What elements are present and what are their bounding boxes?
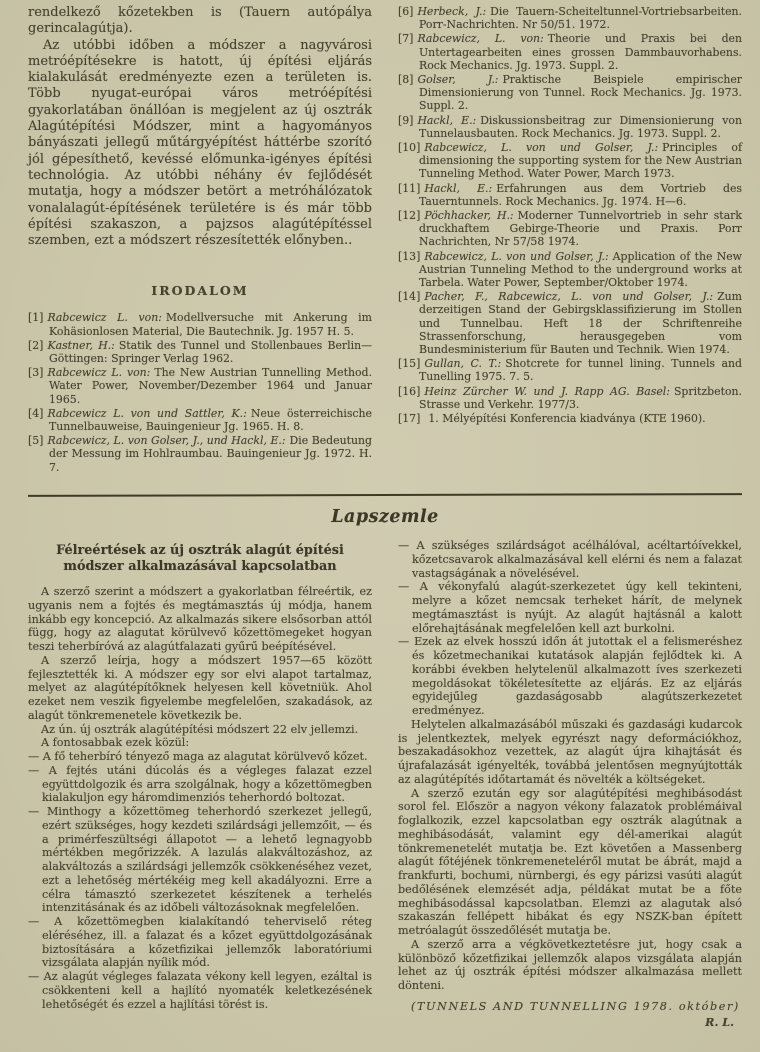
reference-authors: Rabcewicz, L. von: xyxy=(417,32,544,46)
reference-authors: Rabcewicz, L. von und Golser, J.: xyxy=(424,249,609,263)
reference-number: [4] xyxy=(28,406,44,420)
article-paragraph: — A fő teherbíró tényező maga az alagutat körülvevő kőzet. xyxy=(28,750,368,763)
reference-text: Die Tauern-Scheiteltunnel-Vortriebsarbeiten. Porr-Nachrichten. Nr 50/51. 1972. xyxy=(419,5,742,32)
intro-text xyxy=(28,5,372,249)
reference-item xyxy=(398,385,742,411)
article-paragraph: A fontosabbak ezek közül: xyxy=(41,736,190,750)
reference-text: Diskussionsbeitrag zur Dimensionierung von Tunnelausbauten. Rock Mechanics. Jg. 1973. Suppl. 2. xyxy=(419,113,742,140)
article-paragraph: A szerző szerint a módszert a gyakorlatban félreértik, ez ugyanis nem a fojtés és megtámasztás új módja, hanem inkább egy koncepció. Az alkalmazás sikere elsősorban attól függ, hogy az alagutat körülvevő kőzettömegeket hogyan teszi teherbíróvá az alagútfalazati gyűrű beépítésével. xyxy=(28,585,372,653)
reference-text: Praktische Beispiele empirischer Dimensionierung von Tunnel. Rock Mechanics. Jg. 1973. Suppl. 2. xyxy=(419,73,742,113)
reference-text: Modellversuche mit Ankerung im Kohäsionlosen Material, Die Bautechnik. Jg. 1957 H. 5. xyxy=(49,311,372,338)
article-paragraph: A szerző arra a végkövetkeztetésre jut, hogy csak a különböző kőzetfizikai jellemzők alapos vizsgálata alapján lehet az új osztrák építési módszer alkalmazása mellett dönteni. xyxy=(398,937,742,992)
reference-text: Zum derzeitigen Stand der Gebirgsklassifizierung im Stollen und Tunnelbau. Heft 18 der Schriftenreihe Strassenforschung, herausgegeben vom Bundesministerium für Bauten und Technik. Wien 1974. xyxy=(419,290,742,357)
article-right-text xyxy=(398,539,742,1029)
top-right-column xyxy=(398,5,742,488)
reference-authors: Rabcewicz L. von: xyxy=(47,366,151,380)
reference-item xyxy=(398,357,742,383)
reference-authors: Rabcewicz, L. von Golser, J., und Hackl, E.: xyxy=(47,434,286,448)
reference-number: [7] xyxy=(398,32,414,46)
article-paragraph: — A vékonyfalú alagút-szerkezetet úgy kell tekinteni, melyre a kőzet nemcsak terheket hárít, de melynek megtámasztást is nyújt. Az alagút hajtásnál a kalott előrehajtásának megfelelően kell azt burkolni. xyxy=(398,580,742,635)
reference-authors: Herbeck, J.: xyxy=(417,5,487,18)
reference-item xyxy=(398,182,742,208)
reference-number: [2] xyxy=(28,338,44,352)
reference-text: Principles of dimensioning the supporting system for the New Austrian Tunneling Method. Water Power, March 1973. xyxy=(419,141,742,181)
reference-number: [1] xyxy=(28,311,44,325)
reference-text: Statik des Tunnel und Stollenbaues Berlin—Göttingen: Springer Verlag 1962. xyxy=(49,338,372,366)
section-heading: Lapszemle xyxy=(331,507,439,527)
reference-number: [12] xyxy=(398,209,421,223)
reference-item xyxy=(398,114,742,140)
reference-item xyxy=(28,434,372,474)
reference-number: [14] xyxy=(398,290,421,304)
reference-text: Spritzbeton. Strasse und Verkehr. 1977/3. xyxy=(419,384,742,411)
reference-item xyxy=(398,250,742,290)
section-divider xyxy=(28,493,742,497)
article-paragraph: Helytelen alkalmazásából műszaki és gazdasági kudarcok is jelentkeztek, melyek egyrészt nagy deformációkhoz, beszakadásokhoz vezettek, az alagút újra kihajtását és újrafalazását igényelték, továbbá jelentősen megnyújtották az alagútépítés időtartamát és növelték a költségeket. xyxy=(398,717,742,786)
reference-text: Neue österreichische Tunnelbauweise, Bauingenieur Jg. 1965. H. 8. xyxy=(49,406,372,434)
reference-authors: Hackl, E.: xyxy=(417,113,477,127)
article-title: Félreértések az új osztrák alagút építési módszer alkalmazásával kapcsolatban xyxy=(56,543,344,574)
article-paragraph: Az ún. új osztrák alagútépítési módszert 22 elv jellemzi. xyxy=(41,722,359,736)
article-right-column xyxy=(398,539,742,1029)
reference-authors: Rabcewicz L. von: xyxy=(47,311,162,325)
reference-item xyxy=(398,32,742,72)
reference-number: [3] xyxy=(28,366,44,380)
top-section xyxy=(28,5,742,488)
reference-authors: Golser, J.: xyxy=(417,73,499,87)
reference-list-right xyxy=(398,5,742,425)
reference-authors: Heinz Zürcher W. und J. Rapp AG. Basel: xyxy=(424,384,670,398)
review-article xyxy=(28,539,742,1029)
reference-item xyxy=(398,73,742,113)
reference-authors: Pöchhacker, H.: xyxy=(424,209,514,223)
reference-list-left xyxy=(28,311,372,473)
article-left-column xyxy=(28,539,372,1029)
reference-number: [13] xyxy=(398,249,421,263)
top-left-column xyxy=(28,5,372,488)
reference-text: 1. Mélyépítési Konferencia kiadványa (KTE 1960). xyxy=(428,412,706,426)
article-paragraph: — Ezek az elvek hosszú időn át jutottak el a felismeréshez és kőzetmechanikai kutatások alapján fejlődtek ki. A korábbi években helytelenül alkalmazott íves szerkezeti megoldásokat tökéletesítette az eljárás. Ez az eljárás egyidejűleg gazdaságosabb alagútszerkezetet eredményez. xyxy=(398,635,742,717)
reference-text: Die Bedeutung der Messung im Hohlraumbau. Bauingenieur Jg. 1972. H. 7. xyxy=(49,434,372,474)
reference-number: [8] xyxy=(398,73,414,87)
article-paragraph: A szerző leírja, hogy a módszert 1957—65 között fejlesztették ki. A módszer egy sor elvi alapot tartalmaz, melyet az alagútépítőknek helyesen kell követniük. Ahol ezeket nem veszik figyelembe megfelelően, szakadások, az alagút tönkremenetele következik be. xyxy=(28,653,372,722)
article-paragraph: A szerző ezután egy sor alagútépítési meghibásodást sorol fel. Először a nagyon vékony falazatok problémáival foglalkozik, ezzel kapcsolatban egy osztrák alagútnak a meghibásodását, valamint egy dél-amerikai alagút tönkremenetelét mutatja be. Ezt követően a Massenberg alagút főtéjének tönkremeneteléről mutat be ábrát, majd a frankfurti, bochumi, nürnbergi, és egy párizsi vasúti alagút bedőlésének elemzését adja, példákat mutat be a főte meghibásodással kapcsolatban. Elemzi az alagutak alsó szakaszán fellépett hibákat és egy NSZK-ban épített metróalagút összedőlését mutatja be. xyxy=(398,786,742,937)
reference-text: Shotcrete for tunnel lining. Tunnels and Tunelling 1975. 7. 5. xyxy=(419,357,742,384)
reference-authors: Gullan, C. T.: xyxy=(424,357,502,371)
reference-number: [17] xyxy=(398,412,421,426)
reference-authors: Rabcewicz L. von und Sattler, K.: xyxy=(47,406,247,420)
reference-number: [11] xyxy=(398,181,421,195)
reference-item xyxy=(28,366,372,406)
article-paragraph: — Minthogy a kőzettömeg teherhordó szerkezet jellegű, ezért szükséges, hogy kezdeti szilárdsági jellemzőit, — és a primérfeszültségi állapotot — a lehető legnagyobb mértékben megőrizzék. A lazulás alakváltozáshoz, az alakváltozás a szilárdsági jellemzők csökkenéséhez vezet, ezt a lehetőség mértékéig meg kell akadályozni. Erre a célra támasztó szerkezetet készítenek a terhelés intenzitásának és az időbeli változásoknak megfelelően. xyxy=(28,805,372,915)
reference-item xyxy=(398,412,742,425)
reference-text: Application of the New Austrian Tunneling Method to the underground works at Tarbela. Water Power, September/Oktober 1974. xyxy=(419,249,742,290)
reference-number: [16] xyxy=(398,384,421,398)
bibliography-title: IRODALOM xyxy=(151,283,249,299)
reference-item xyxy=(398,5,742,31)
reference-item xyxy=(398,209,742,249)
reference-number: [6] xyxy=(398,5,414,18)
reference-text: Theorie und Praxis bei den Untertagearbeiten eines grossen Dammbauvorhabens. Rock Mechanics. Jg. 1973. Suppl. 2. xyxy=(419,32,742,72)
article-left-text xyxy=(28,585,372,1011)
reference-authors: Kastner, H.: xyxy=(47,338,115,352)
paragraph: Az utóbbi időben a módszer a nagyvárosi metróépítésekre is hatott, új építési eljárás kialakulását eredményezte ezen a területen is. Több nyugat-európai város metróépítési gyakorlatában önállóan is megjelent az új osztrák Alagútépítési Módszer, mint a hagyományos bányászati jellegű műtárgyépítést háttérbe szorító jól gépesíthető, kevéssé előmunka-igényes építési technológia. Az utóbbi néhány év fejlődését mutatja, hogy a módszer betört a metróhálózatok vonalalagút-építésének területére is és már több építési szakaszon, a pajzsos alagútépítéssel szemben, ezt a módszert részesítették előnyben.. xyxy=(28,37,372,249)
reference-number: [10] xyxy=(398,141,421,155)
reference-text: Erfahrungen aus dem Vortrieb des Tauerntunnels. Rock Mechanics. Jg. 1974. H—6. xyxy=(419,181,742,208)
article-paragraph: — A kőzettömegben kialakítandó teherviselő réteg eléréséhez, ill. a falazat és a kőzet együttdolgozásának biztosítására a kőzetfizikai jellemzők laboratóriumi vizsgálata alapján nyílik mód. xyxy=(28,915,372,970)
reference-item xyxy=(398,141,742,181)
reference-authors: Rabcewicz, L. von und Golser, J.: xyxy=(424,141,659,155)
reference-text: The New Austrian Tunnelling Method. Water Power, November/Dezember 1964 und Januar 1965. xyxy=(49,366,372,406)
paragraph: rendelkező kőzetekben is (Tauern autópálya gerincalagútja). xyxy=(28,5,372,37)
reference-text: Moderner Tunnelvortrieb in sehr stark druckhaftem Gebirge-Theorie und Praxis. Porr Nachrichten, Nr 57/58 1974. xyxy=(419,209,742,249)
reference-number: [9] xyxy=(398,113,414,127)
reference-authors: Pacher, F., Rabcewicz, L. von und Golser, J.: xyxy=(424,290,714,304)
article-paragraph: R. L. xyxy=(705,1014,734,1029)
reference-number: [15] xyxy=(398,357,421,371)
article-paragraph: (TUNNELS AND TUNNELLING 1978. október) xyxy=(411,999,740,1013)
article-paragraph: — Az alagút végleges falazata vékony kell legyen, ezáltal is csökkenteni kell a hajlító nyomaték keletkezésének lehetőségét és ezzel a hajlítási törést is. xyxy=(28,970,372,1011)
reference-item xyxy=(398,290,742,356)
reference-authors: Hackl, E.: xyxy=(424,181,493,195)
reference-item xyxy=(28,407,372,433)
reference-number: [5] xyxy=(28,434,44,448)
article-paragraph: — A fejtés utáni dúcolás és a végleges falazat ezzel együttdolgozik és arra szolgálnak, hogy a kőzettömegben kialakuljon egy háromdimenziós teherhordó boltozat. xyxy=(28,763,372,805)
article-paragraph: — A szükséges szilárdságot acélhálóval, acéltartóívekkel, kőzetcsavarok alkalmazásával kell elérni és nem a falazat vastagságának a növelésével. xyxy=(398,539,742,580)
reference-item xyxy=(28,311,372,337)
reference-item xyxy=(28,339,372,365)
